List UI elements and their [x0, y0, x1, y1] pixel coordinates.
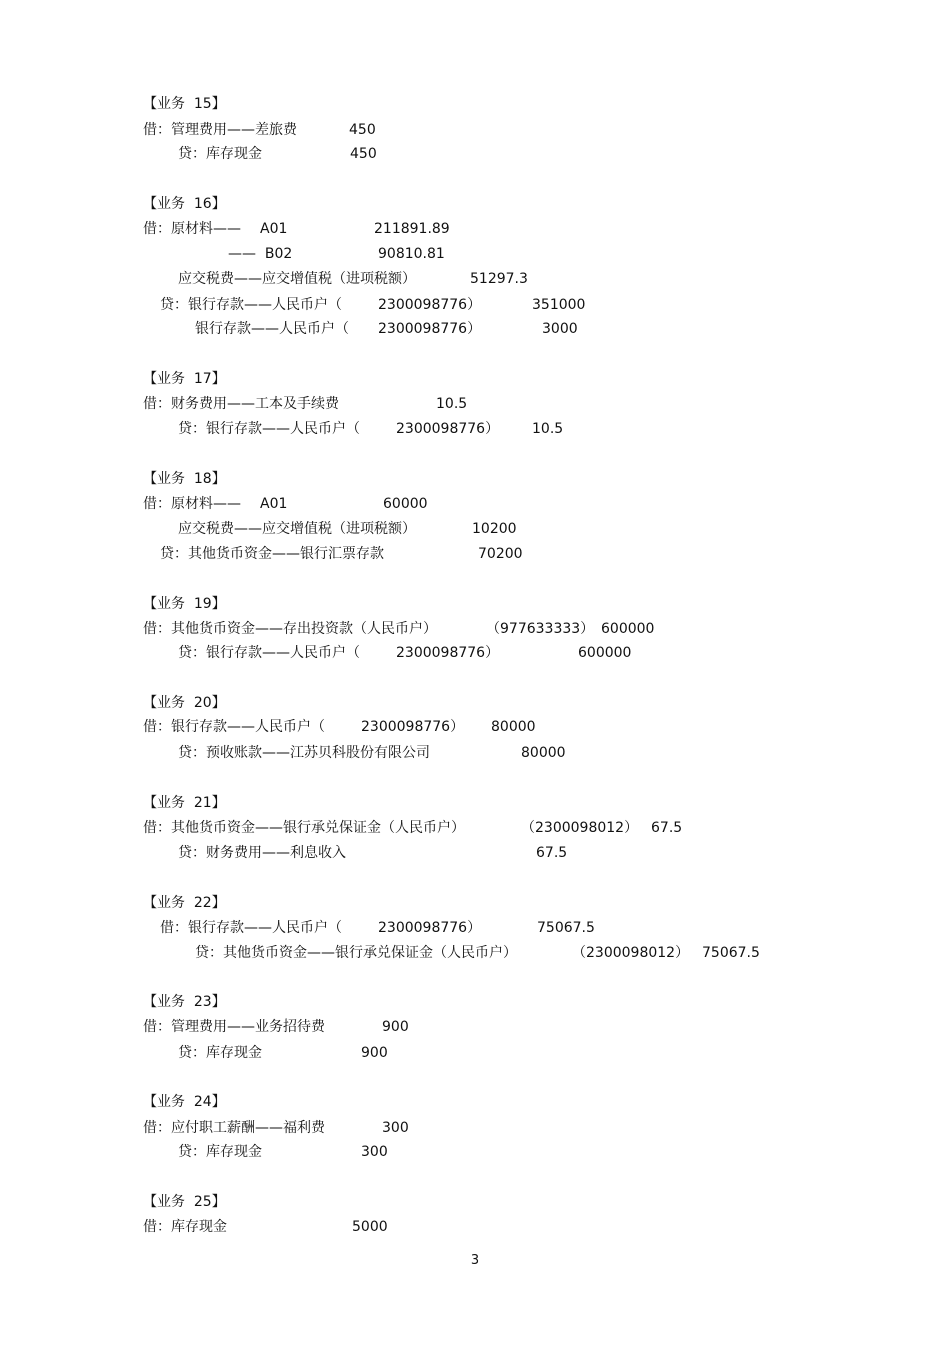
entry-amount: 211891.89 [374, 221, 450, 237]
entry-text: 借：银行存款——人民币户（ [143, 719, 325, 735]
entry-text: 借：银行存款——人民币户（ [160, 920, 342, 936]
entry-amount: 900 [382, 1019, 409, 1035]
entry-text: 借：管理费用——业务招待费 [143, 1019, 325, 1035]
entry-amount: 90810.81 [378, 246, 445, 262]
entry-account-number: 2300098776） [378, 297, 482, 313]
entry-text: 贷：库存现金 [178, 146, 262, 162]
page-number: 3 [470, 1253, 480, 1268]
entry-text: 贷：库存现金 [178, 1045, 262, 1061]
entry-code: A01 [260, 221, 288, 237]
entry-header: 【业务 18】 [143, 471, 226, 487]
entry-amount: 51297.3 [470, 271, 528, 287]
entry-account-number: （977633333） [486, 621, 595, 637]
entry-amount: 450 [350, 146, 377, 162]
entry-amount: 900 [361, 1045, 388, 1061]
entry-header: 【业务 21】 [143, 795, 226, 811]
entry-text: 借：原材料—— [143, 221, 241, 237]
entry-text: —— B02 [228, 246, 293, 262]
entry-header: 【业务 24】 [143, 1094, 226, 1110]
entry-header: 【业务 23】 [143, 994, 226, 1010]
entry-amount: 67.5 [536, 845, 568, 861]
entry-code: A01 [260, 496, 288, 512]
entry-amount: 10.5 [436, 396, 468, 412]
entry-header: 【业务 17】 [143, 371, 226, 387]
entry-text: 借：其他货币资金——存出投资款（人民币户） [143, 621, 437, 637]
entry-amount: 300 [382, 1120, 409, 1136]
entry-header: 【业务 20】 [143, 695, 226, 711]
entry-amount: 351000 [532, 297, 586, 313]
entry-account-number: （2300098012） [521, 820, 639, 836]
entry-amount: 60000 [383, 496, 428, 512]
entry-amount: 5000 [352, 1219, 388, 1235]
entry-amount: 3000 [542, 321, 578, 337]
entry-text: 贷：预收账款——江苏贝科股份有限公司 [178, 745, 430, 761]
entry-account-number: 2300098776） [396, 645, 500, 661]
entry-amount: 10200 [472, 521, 517, 537]
entry-text: 借：库存现金 [143, 1219, 227, 1235]
entry-header: 【业务 22】 [143, 895, 226, 911]
entry-account-number: 2300098776） [378, 920, 482, 936]
entry-text: 应交税费——应交增值税（进项税额） [178, 521, 416, 537]
entry-amount: 67.5 [651, 820, 683, 836]
entry-text: 贷：银行存款——人民币户（ [160, 297, 342, 313]
entry-amount: 70200 [478, 546, 523, 562]
entry-amount: 75067.5 [702, 945, 760, 961]
entry-amount: 80000 [521, 745, 566, 761]
entry-amount: 80000 [491, 719, 536, 735]
entry-header: 【业务 25】 [143, 1194, 226, 1210]
entry-text: 银行存款——人民币户（ [195, 321, 349, 337]
entry-account-number: 2300098776） [361, 719, 465, 735]
entry-text: 借：管理费用——差旅费 [143, 122, 297, 138]
entry-text: 贷：其他货币资金——银行汇票存款 [160, 546, 384, 562]
entry-text: 借：其他货币资金——银行承兑保证金（人民币户） [143, 820, 465, 836]
entry-account-number: （2300098012） [572, 945, 690, 961]
entry-amount: 450 [349, 122, 376, 138]
entry-header: 【业务 15】 [143, 96, 226, 112]
entry-account-number: 2300098776） [396, 421, 500, 437]
entry-amount: 600000 [601, 621, 655, 637]
entry-text: 应交税费——应交增值税（进项税额） [178, 271, 416, 287]
entry-text: 借：应付职工薪酬——福利费 [143, 1120, 325, 1136]
entry-amount: 10.5 [532, 421, 564, 437]
entry-amount: 75067.5 [537, 920, 595, 936]
entry-amount: 600000 [578, 645, 632, 661]
entry-text: 贷：财务费用——利息收入 [178, 845, 346, 861]
entry-amount: 300 [361, 1144, 388, 1160]
entry-header: 【业务 16】 [143, 196, 226, 212]
entry-header: 【业务 19】 [143, 596, 226, 612]
entry-text: 借：原材料—— [143, 496, 241, 512]
entry-account-number: 2300098776） [378, 321, 482, 337]
entry-text: 贷：库存现金 [178, 1144, 262, 1160]
entry-text: 贷：其他货币资金——银行承兑保证金（人民币户） [195, 945, 517, 961]
entry-text: 贷：银行存款——人民币户（ [178, 645, 360, 661]
entry-text: 借：财务费用——工本及手续费 [143, 396, 339, 412]
entry-text: 贷：银行存款——人民币户（ [178, 421, 360, 437]
